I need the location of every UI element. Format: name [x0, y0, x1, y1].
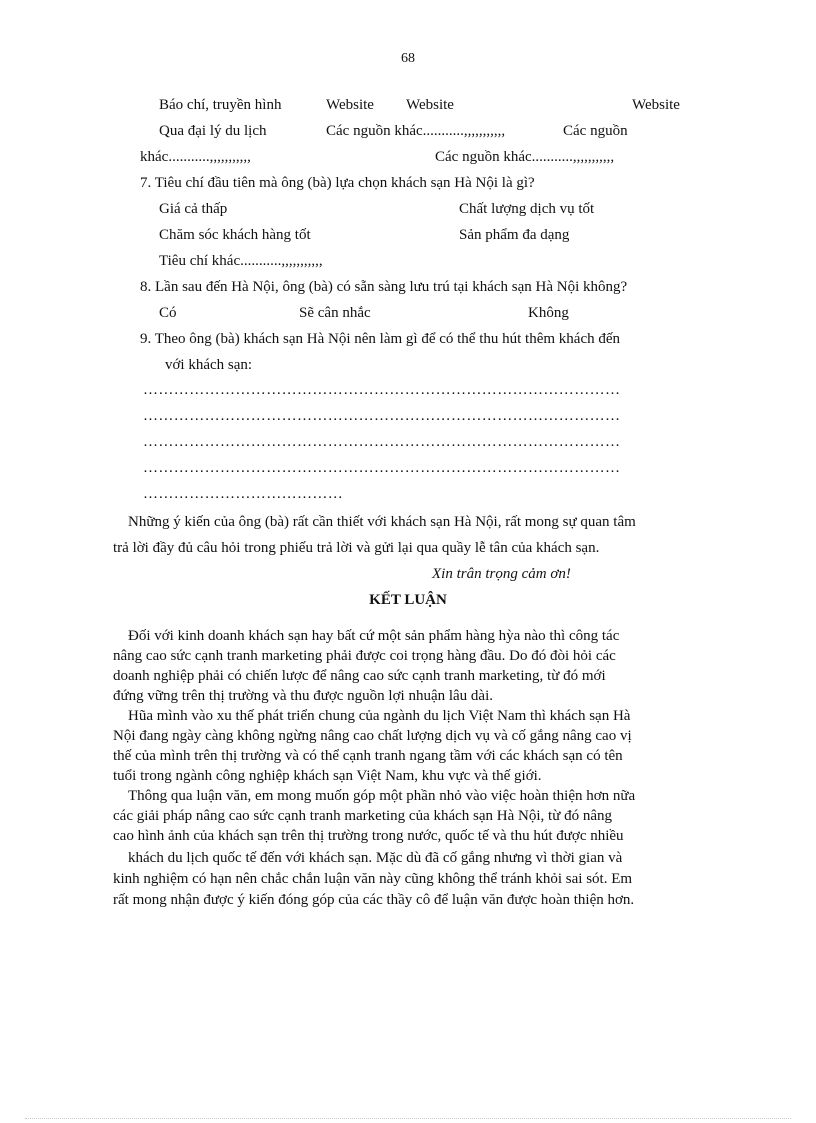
conclusion-line: các giải pháp nâng cao sức cạnh tranh marketing của khách sạn Hà Nội, từ đó nâng — [113, 808, 612, 824]
question-9-line-1: 9. Theo ông (bà) khách sạn Hà Nội nên làm gì để có thể thu hút thêm khách đến — [140, 331, 621, 347]
question-9-line-2: với khách sạn: — [165, 357, 253, 373]
closing-line-2: trả lời đầy đủ câu hỏi trong phiếu trả lời và gửi lại qua quầy lễ tân của khách sạn. — [113, 540, 600, 556]
q7-option-cham-soc: Chăm sóc khách hàng tốt — [159, 227, 311, 243]
conclusion-line: cao hình ảnh của khách sạn trên thị trường trong nước, quốc tế và thu hút được nhiều — [113, 828, 624, 844]
option-dai-ly: Qua đại lý du lịch — [159, 123, 267, 139]
q8-option-co: Có — [159, 305, 177, 321]
option-bao-chi: Báo chí, truyền hình — [159, 97, 282, 113]
answer-line: ………………………………………………………………………………… — [143, 460, 621, 476]
q7-option-gia-ca: Giá cả thấp — [159, 201, 228, 217]
answer-line: ………………………………… — [143, 486, 344, 502]
page-number: 68 — [401, 51, 415, 66]
conclusion-line: doanh nghiệp phải có chiến lược để nâng cao sức cạnh tranh marketing, từ đó mới — [113, 668, 606, 684]
option-website-3: Website — [632, 97, 680, 113]
conclusion-line: nâng cao sức cạnh tranh marketing phải được coi trọng hàng đầu. Do đó đòi hỏi các — [113, 648, 616, 664]
bottom-dotted-rule — [25, 1118, 791, 1119]
closing-line-1: Những ý kiến của ông (bà) rất cần thiết với khách sạn Hà Nội, rất mong sự quan tâm — [128, 514, 636, 530]
option-nguon-khac-1: Các nguồn khác...........,,,,,,,,,,, — [326, 123, 506, 139]
option-nguon-khac-2b: khác...........,,,,,,,,,,, — [140, 149, 251, 165]
conclusion-line: tuổi trong ngành công nghiệp khách sạn Việt Nam, khu vực và thế giới. — [113, 768, 542, 784]
conclusion-line: rất mong nhận được ý kiến đóng góp của các thầy cô để luận văn được hoàn thiện hơn. — [113, 892, 635, 908]
thanks-note: Xin trân trọng cảm ơn! — [432, 566, 571, 582]
answer-line: ………………………………………………………………………………… — [143, 408, 621, 424]
answer-line: ………………………………………………………………………………… — [143, 434, 621, 450]
q7-option-khac: Tiêu chí khác...........,,,,,,,,,,, — [159, 253, 323, 269]
q7-option-san-pham: Sản phẩm đa dạng — [459, 227, 570, 243]
conclusion-line: Thông qua luận văn, em mong muốn góp một phần nhỏ vào việc hoàn thiện hơn nữa — [128, 788, 636, 804]
conclusion-line: kinh nghiệm có hạn nên chắc chắn luận văn này cũng không thể tránh khỏi sai sót. Em — [113, 871, 633, 887]
option-website-2: Website — [406, 97, 454, 113]
conclusion-line: Đối với kinh doanh khách sạn hay bất cứ một sản phẩm hàng hỳa nào thì công tác — [128, 628, 620, 644]
answer-line: ………………………………………………………………………………… — [143, 382, 621, 398]
conclusion-line: khách du lịch quốc tế đến với khách sạn. Mặc dù đã cố gắng nhưng vì thời gian và — [128, 850, 623, 866]
option-website-1: Website — [326, 97, 374, 113]
question-7: 7. Tiêu chí đầu tiên mà ông (bà) lựa chọn khách sạn Hà Nội là gì? — [140, 175, 535, 191]
conclusion-line: Hũa mình vào xu thế phát triển chung của ngành du lịch Việt Nam thì khách sạn Hà — [128, 708, 631, 724]
question-8: 8. Lần sau đến Hà Nội, ông (bà) có sẵn sàng lưu trú tại khách sạn Hà Nội không? — [140, 279, 628, 295]
option-nguon-khac-2a: Các nguồn — [563, 123, 628, 139]
option-nguon-khac-3: Các nguồn khác...........,,,,,,,,,,, — [435, 149, 615, 165]
q8-option-khong: Không — [528, 305, 569, 321]
q7-option-chat-luong: Chất lượng dịch vụ tốt — [459, 201, 595, 217]
conclusion-line: Nội đang ngày càng không ngừng nâng cao chất lượng dịch vụ và cố gắng nâng cao vị — [113, 728, 632, 744]
conclusion-line: thế của mình trên thị trường và có thể cạnh tranh ngang tầm với các khách sạn có tên — [113, 748, 623, 764]
q8-option-can-nhac: Sẽ cân nhắc — [299, 305, 371, 321]
conclusion-heading: KẾT LUẬN — [369, 592, 447, 608]
conclusion-line: đứng vững trên thị trường và thu được nguồn lợi nhuận lâu dài. — [113, 688, 494, 704]
